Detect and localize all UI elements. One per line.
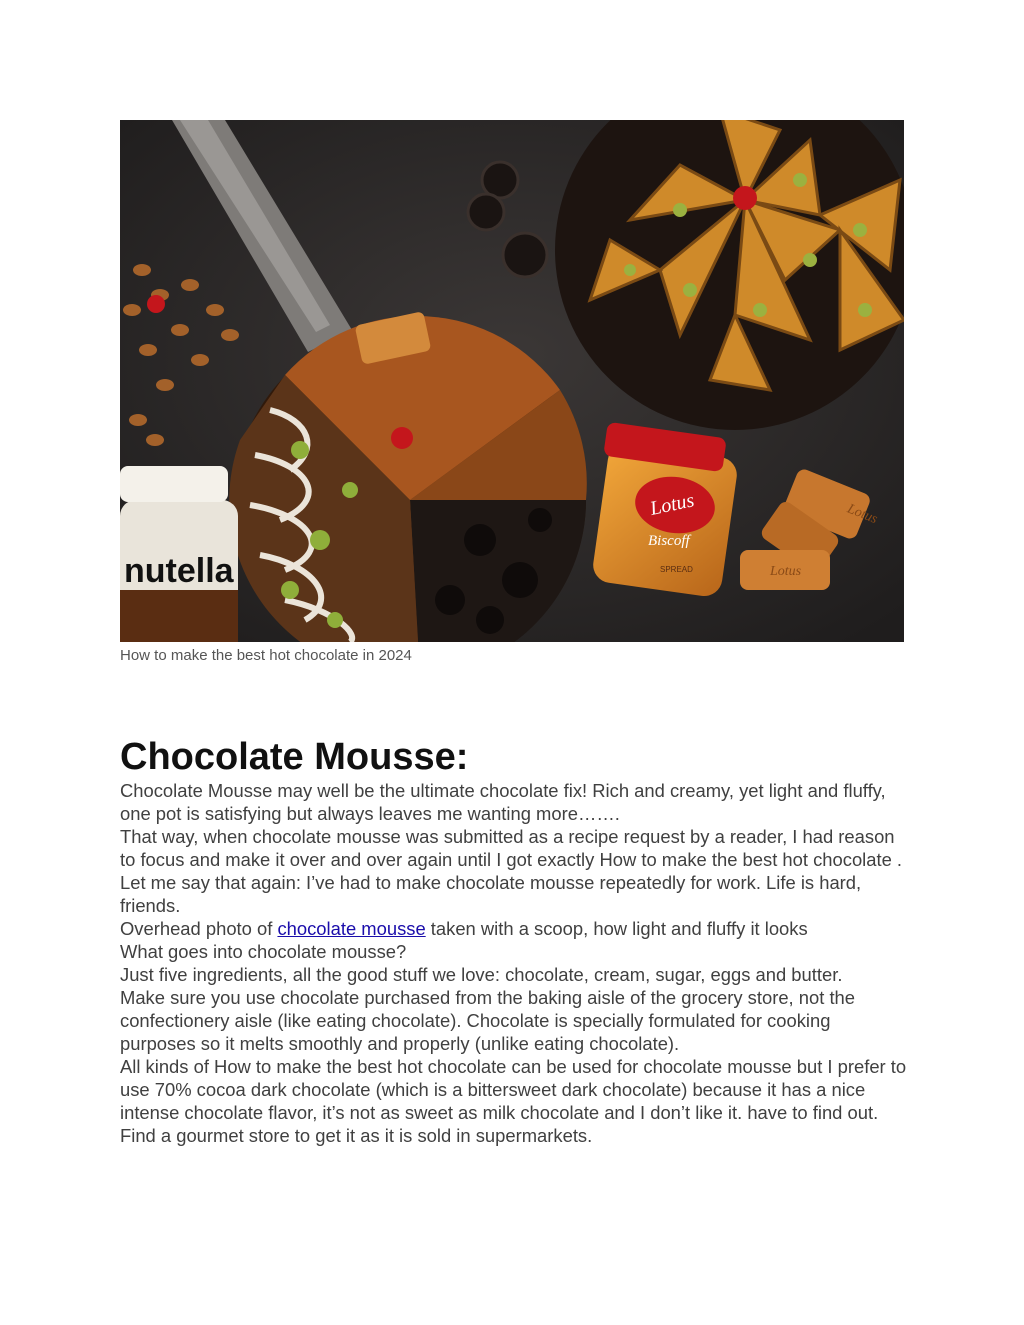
paragraph-photo — [120, 917, 910, 940]
photo-text-after: taken with a scoop, how light and fluffy it looks — [425, 918, 808, 939]
paragraph-ingredients: Just five ingredients, all the good stuff we love: chocolate, cream, sugar, eggs and butter. — [120, 964, 843, 985]
page-title: Chocolate Mousse: — [120, 736, 469, 778]
image-caption: How to make the best hot chocolate in 2024 — [120, 647, 412, 664]
article-body — [120, 779, 910, 1147]
nutella-jar — [120, 466, 238, 642]
paragraph-reader-request: That way, when chocolate mousse was submitted as a recipe request by a reader, I had reason to focus and make it over and over again until I got exactly How to make the best hot chocolate . — [120, 826, 903, 870]
svg-text:nutella: nutella — [124, 552, 234, 590]
photo-text-before: Overhead photo of — [120, 918, 278, 939]
svg-text:Lotus: Lotus — [770, 564, 802, 579]
paragraph-dark-chocolate: All kinds of How to make the best hot chocolate can be used for chocolate mousse but I prefer to use 70% cocoa dark chocolate (which is a bittersweet dark chocolate) because it has a nice intense chocolate flavor, it’s not as sweet as milk chocolate and I don’t like it. have to find out. Find a gourmet store to get it as it is sold in supermarkets. — [120, 1056, 907, 1146]
hero-image — [120, 120, 904, 642]
paragraph-baking-aisle: Make sure you use chocolate purchased from the baking aisle of the grocery store, not the confectionery aisle (like eating chocolate). Chocolate is specially formulated for cooking purposes so it melts smoothly and properly (unlike eating chocolate). — [120, 987, 856, 1054]
svg-text:Lotus: Lotus — [648, 489, 697, 520]
paragraph-intro: Chocolate Mousse may well be the ultimate chocolate fix! Rich and creamy, yet light and fluffy, one pot is satisfying but always leaves me wanting more……. — [120, 780, 886, 824]
paragraph-question: What goes into chocolate mousse? — [120, 941, 407, 962]
svg-text:Biscoff: Biscoff — [648, 533, 690, 549]
cherry — [391, 427, 413, 449]
svg-text:Lotus: Lotus — [845, 501, 880, 528]
svg-text:SPREAD: SPREAD — [660, 565, 693, 574]
lotus-biscoff-jar — [591, 422, 739, 599]
chocolate-mousse-link[interactable]: chocolate mousse — [277, 918, 426, 939]
document-page — [120, 120, 910, 1147]
paragraph-repeat: Let me say that again: I’ve had to make chocolate mousse repeatedly for work. Life is hard, friends. — [120, 872, 862, 916]
